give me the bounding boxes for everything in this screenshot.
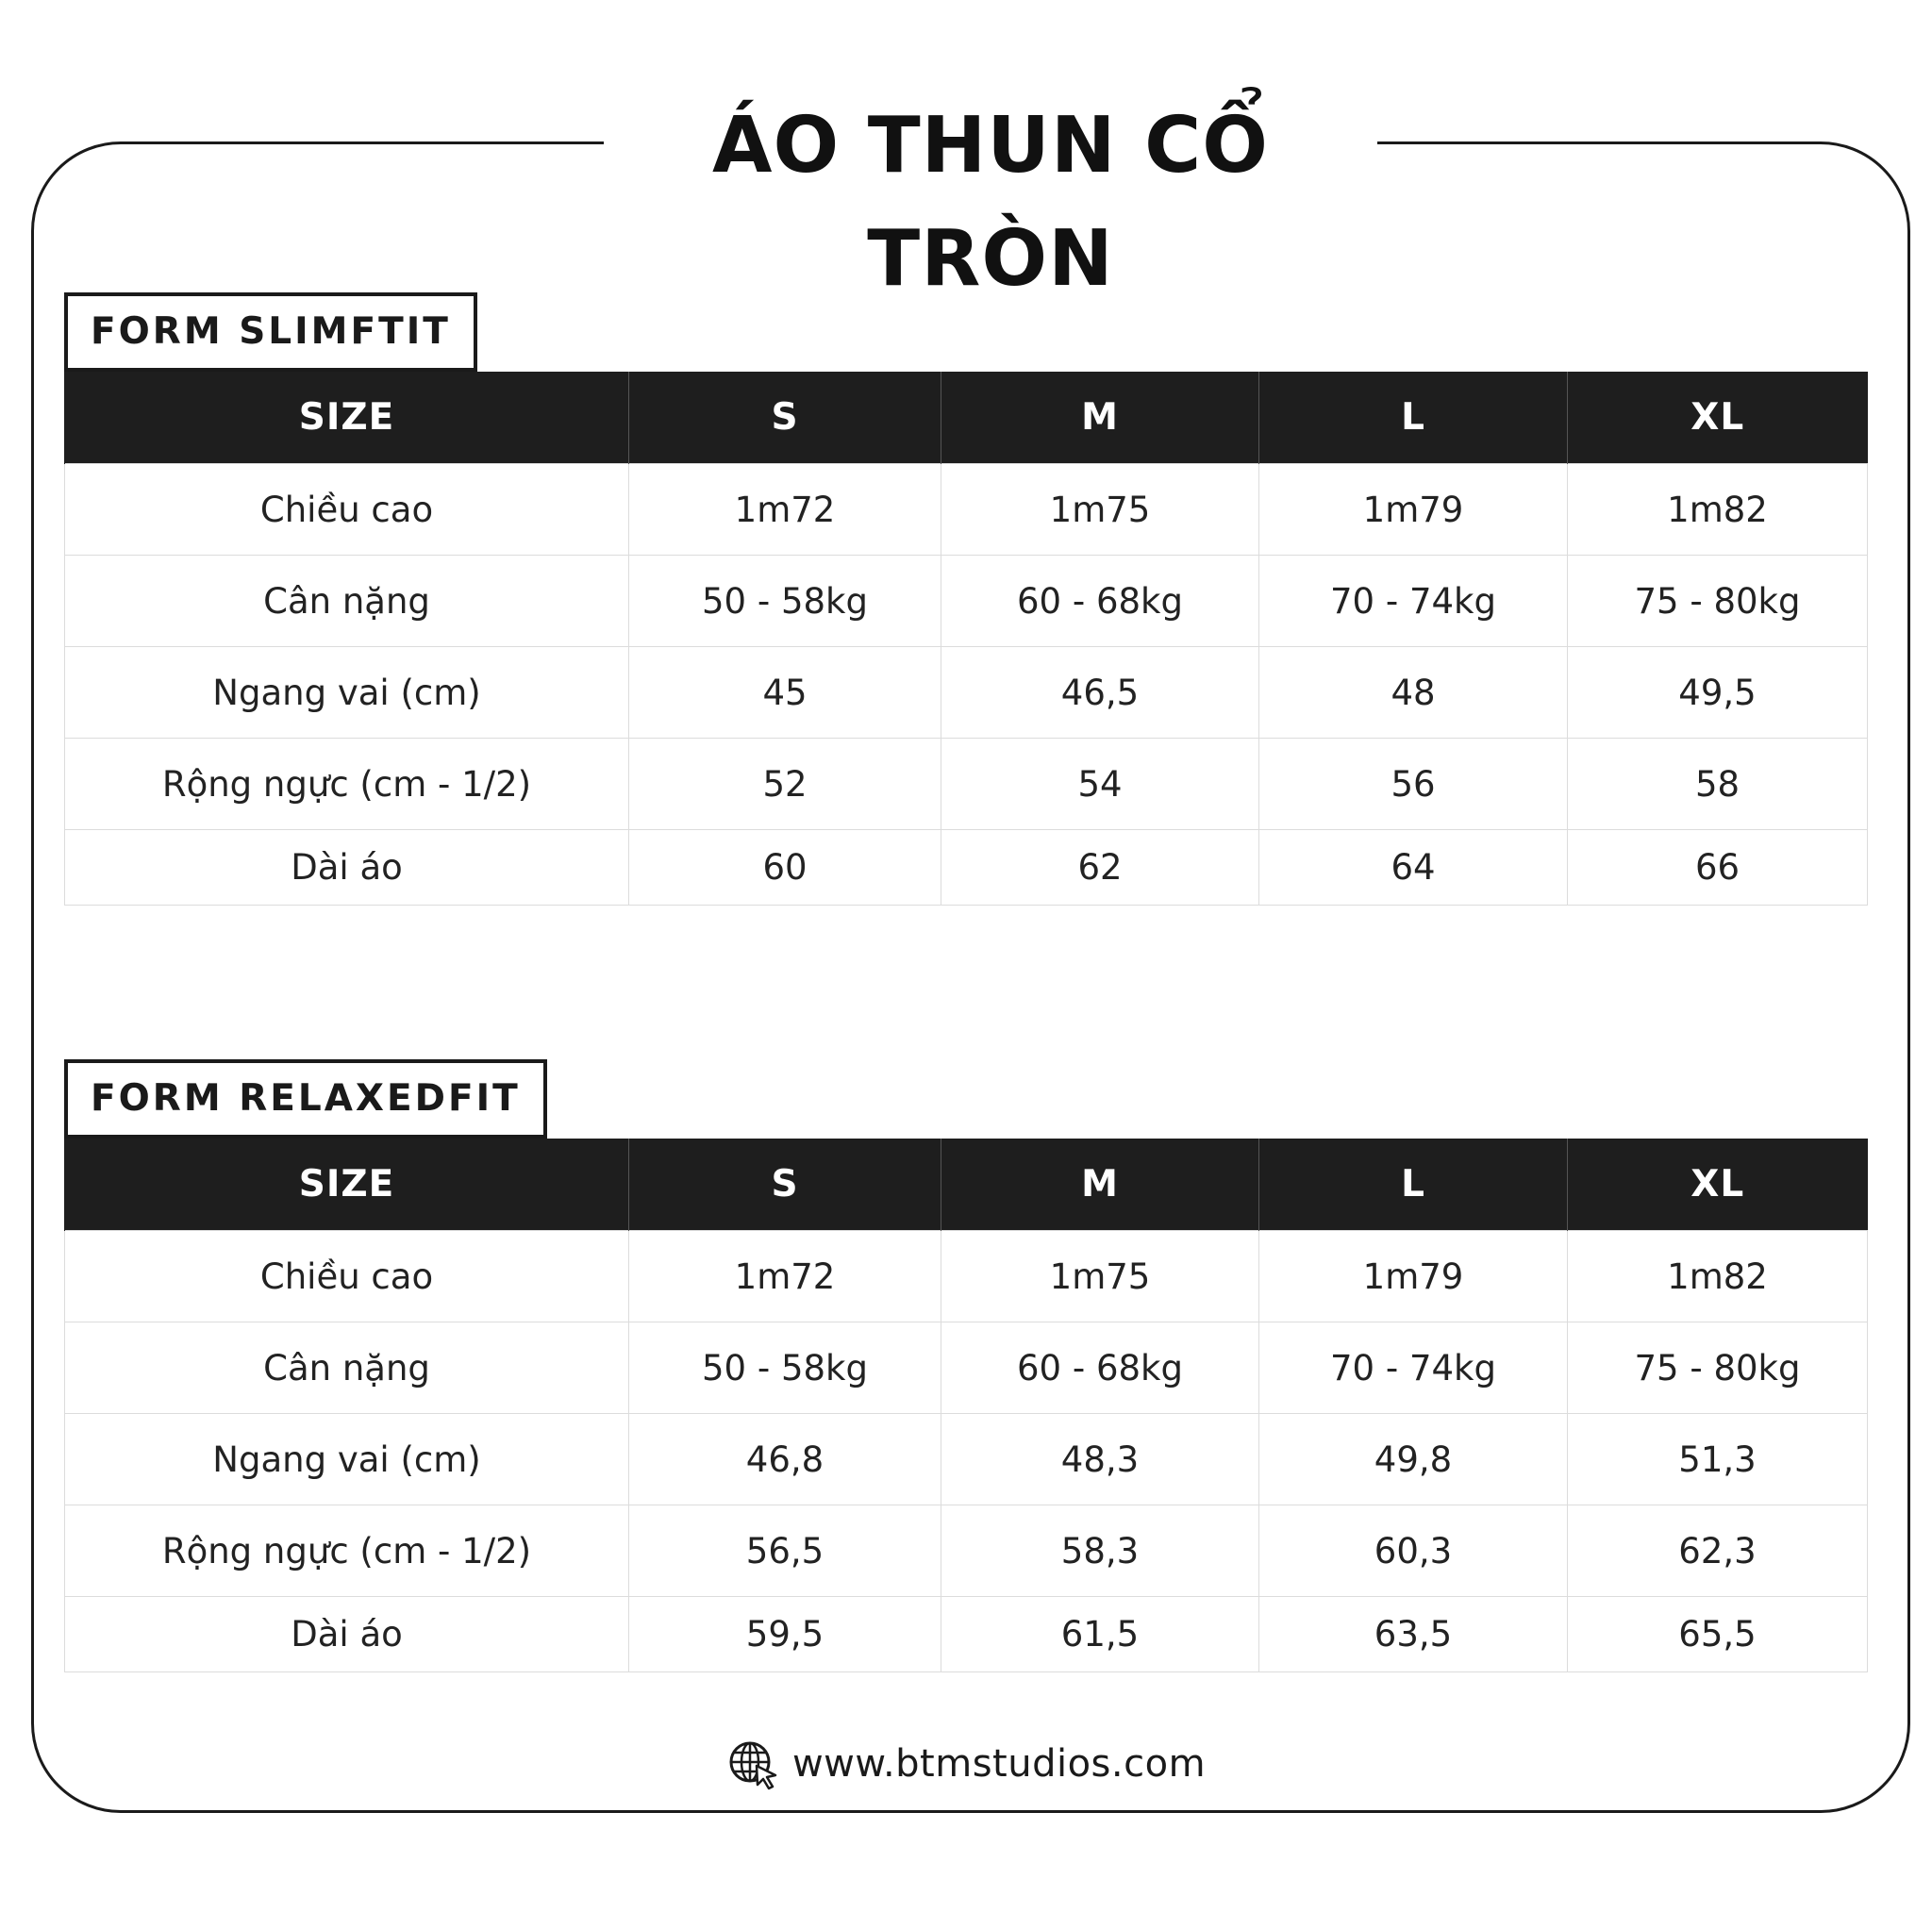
table-row [65,1597,1868,1672]
table-cell: 49,5 [1568,647,1868,739]
table-row [65,830,1868,906]
row-label: Ngang vai (cm) [65,1414,629,1505]
section-label-relaxedfit: FORM RELAXEDFIT [64,1059,547,1139]
globe-cursor-icon [726,1738,779,1790]
table-header-row [65,1139,1868,1231]
table-cell: 54 [941,739,1259,830]
table-cell: 49,8 [1259,1414,1568,1505]
table-cell: 56,5 [629,1505,941,1597]
row-label: Cân nặng [65,1322,629,1414]
table-cell: 1m75 [941,1231,1259,1322]
table-cell: 52 [629,739,941,830]
table-cell: 50 - 58kg [629,556,941,647]
row-label: Rộng ngực (cm - 1/2) [65,1505,629,1597]
row-label: Ngang vai (cm) [65,647,629,739]
row-label: Dài áo [65,830,629,906]
header-cell-size: SIZE [65,372,629,464]
section-label-slimfit: FORM SLIMFTIT [64,292,477,372]
table-cell: 48 [1259,647,1568,739]
table-cell: 1m82 [1568,1231,1868,1322]
table-cell: 1m79 [1259,464,1568,556]
table-row [65,1414,1868,1505]
table-cell: 59,5 [629,1597,941,1672]
table-cell: 50 - 58kg [629,1322,941,1414]
table-cell: 46,5 [941,647,1259,739]
row-label: Cân nặng [65,556,629,647]
table-cell: 62,3 [1568,1505,1868,1597]
header-cell-size: SIZE [65,1139,629,1231]
header-cell-m: M [941,1139,1259,1231]
header-cell-s: S [629,372,941,464]
table-row [65,647,1868,739]
table-cell: 1m72 [629,464,941,556]
table-cell: 70 - 74kg [1259,556,1568,647]
table-cell: 46,8 [629,1414,941,1505]
table-header-row [65,372,1868,464]
header-cell-m: M [941,372,1259,464]
page-title: ÁO THUN CỔ TRÒN [712,101,1269,304]
table-cell: 61,5 [941,1597,1259,1672]
table-cell: 70 - 74kg [1259,1322,1568,1414]
row-label: Dài áo [65,1597,629,1672]
table-cell: 1m82 [1568,464,1868,556]
table-cell: 58,3 [941,1505,1259,1597]
table-cell: 75 - 80kg [1568,1322,1868,1414]
table-row [65,1505,1868,1597]
table-cell: 51,3 [1568,1414,1868,1505]
table-row [65,556,1868,647]
table-cell: 45 [629,647,941,739]
header-cell-l: L [1259,372,1568,464]
header-cell-s: S [629,1139,941,1231]
table-cell: 64 [1259,830,1568,906]
header-cell-l: L [1259,1139,1568,1231]
row-label: Chiều cao [65,1231,629,1322]
table-cell: 60 [629,830,941,906]
table-cell: 48,3 [941,1414,1259,1505]
table-cell: 56 [1259,739,1568,830]
table-cell: 63,5 [1259,1597,1568,1672]
size-table-relaxedfit [64,1139,1868,1672]
footer [0,1736,1932,1792]
table-cell: 62 [941,830,1259,906]
row-label: Chiều cao [65,464,629,556]
table-cell: 1m72 [629,1231,941,1322]
table-cell: 75 - 80kg [1568,556,1868,647]
size-table-slimfit [64,372,1868,906]
row-label: Rộng ngực (cm - 1/2) [65,739,629,830]
table-cell: 60 - 68kg [941,1322,1259,1414]
table-row [65,1231,1868,1322]
table-row [65,1322,1868,1414]
table-row [65,464,1868,556]
table-cell: 58 [1568,739,1868,830]
header-cell-xl: XL [1568,1139,1868,1231]
table-cell: 1m79 [1259,1231,1568,1322]
table-cell: 60 - 68kg [941,556,1259,647]
header-cell-xl: XL [1568,372,1868,464]
table-cell: 1m75 [941,464,1259,556]
website-link[interactable]: www.btmstudios.com [791,1742,1207,1786]
table-cell: 60,3 [1259,1505,1568,1597]
table-cell: 65,5 [1568,1597,1868,1672]
table-row [65,739,1868,830]
table-cell: 66 [1568,830,1868,906]
